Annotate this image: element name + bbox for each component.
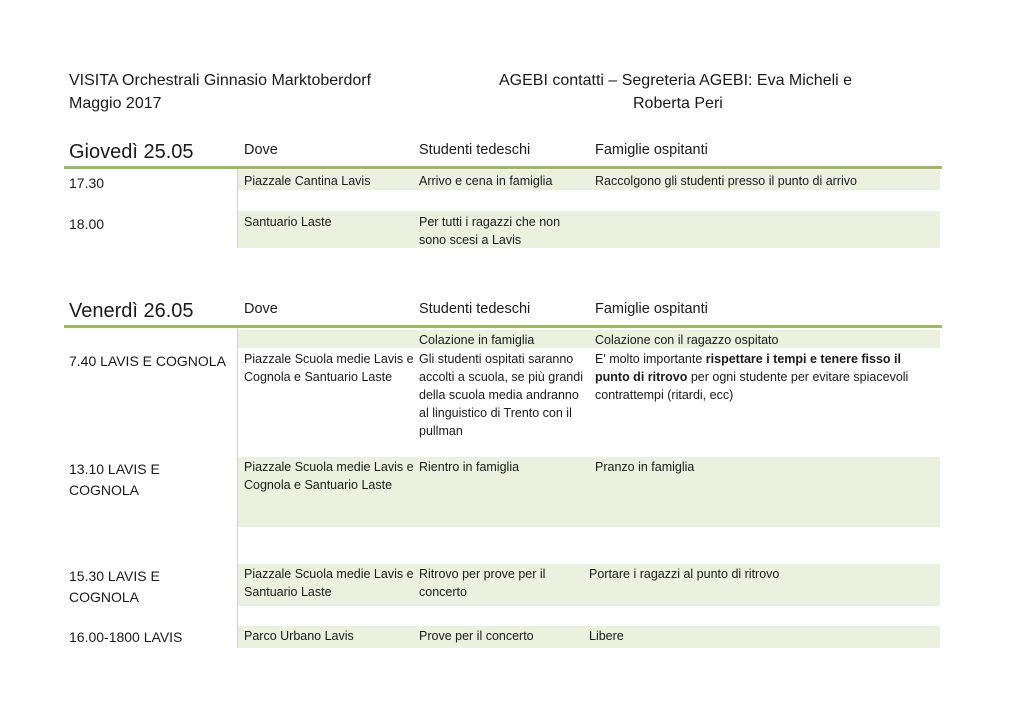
header-right-line1: AGEBI contatti – Segreteria AGEBI: Eva Micheli e: [499, 72, 853, 89]
row-time: 13.10 LAVIS E COGNOLA: [69, 461, 160, 498]
row-dove: Parco Urbano Lavis: [244, 629, 354, 643]
giovedi-col-dove: Dove: [244, 142, 278, 158]
row-famiglie: Raccolgono gli studenti presso il punto di arrivo: [595, 174, 857, 188]
giovedi-col-studenti: Studenti tedeschi: [419, 142, 531, 158]
row-dove: Piazzale Cantina Lavis: [244, 174, 371, 188]
row-studenti: Colazione in famiglia: [419, 333, 535, 347]
header-left-line1: VISITA Orchestrali Ginnasio Marktoberdorf: [69, 72, 372, 89]
giovedi-col-famiglie: Famiglie ospitanti: [595, 142, 708, 158]
row-famiglie: [595, 350, 935, 404]
row-studenti: Arrivo e cena in famiglia: [419, 174, 553, 188]
row-famiglie: Portare i ragazzi al punto di ritrovo: [589, 567, 780, 581]
row-famiglie-pre: E' molto importante: [595, 352, 706, 366]
row-time: 18.00: [69, 216, 105, 232]
row-famiglie: Libere: [589, 629, 624, 643]
row-time: 17.30: [69, 175, 105, 191]
header-left-line2: Maggio 2017: [69, 95, 162, 112]
row-dove: Piazzale Scuola medie Lavis e Cognola e Santuario Laste: [244, 460, 414, 492]
row-dove: Santuario Laste: [244, 215, 332, 229]
row-studenti: Prove per il concerto: [419, 629, 534, 643]
giovedi-header-rule: [64, 166, 942, 169]
venerdi-col-famiglie: Famiglie ospitanti: [595, 301, 708, 317]
row-studenti: Rientro in famiglia: [419, 460, 520, 474]
row-time: 15.30 LAVIS E COGNOLA: [69, 568, 160, 605]
venerdi-column-divider: [237, 328, 238, 648]
row-famiglie: Pranzo in famiglia: [595, 460, 695, 474]
giovedi-title: Giovedì 25.05: [69, 141, 194, 163]
row-time: 7.40 LAVIS E COGNOLA: [69, 353, 226, 369]
row-dove: Piazzale Scuola medie Lavis e Cognola e Santuario Laste: [244, 352, 414, 384]
venerdi-header-rule: [64, 325, 942, 328]
row-famiglie: Colazione con il ragazzo ospitato: [595, 333, 779, 347]
row-studenti: Gli studenti ospitati saranno accolti a scuola, se più grandi della scuola media andranno al linguistico di Trento con il pullman: [419, 352, 583, 438]
row-studenti: Per tutti i ragazzi che non sono scesi a Lavis: [419, 215, 561, 247]
venerdi-title: Venerdì 26.05: [69, 300, 194, 322]
header-right-line2: Roberta Peri: [633, 95, 723, 112]
row-studenti: Ritrovo per prove per il concerto: [419, 567, 546, 599]
row-famiglie-bold: rispettare i tempi e tenere fisso il punto di ritrovo: [595, 352, 901, 384]
venerdi-col-dove: Dove: [244, 301, 278, 317]
row-dove: Piazzale Scuola medie Lavis e Santuario Laste: [244, 567, 414, 599]
row-time: 16.00-1800 LAVIS: [69, 629, 183, 645]
giovedi-column-divider: [237, 169, 238, 248]
row-famiglie-post: per ogni studente per evitare spiacevoli contrattempi (ritardi, ecc): [595, 370, 909, 402]
venerdi-col-studenti: Studenti tedeschi: [419, 301, 531, 317]
